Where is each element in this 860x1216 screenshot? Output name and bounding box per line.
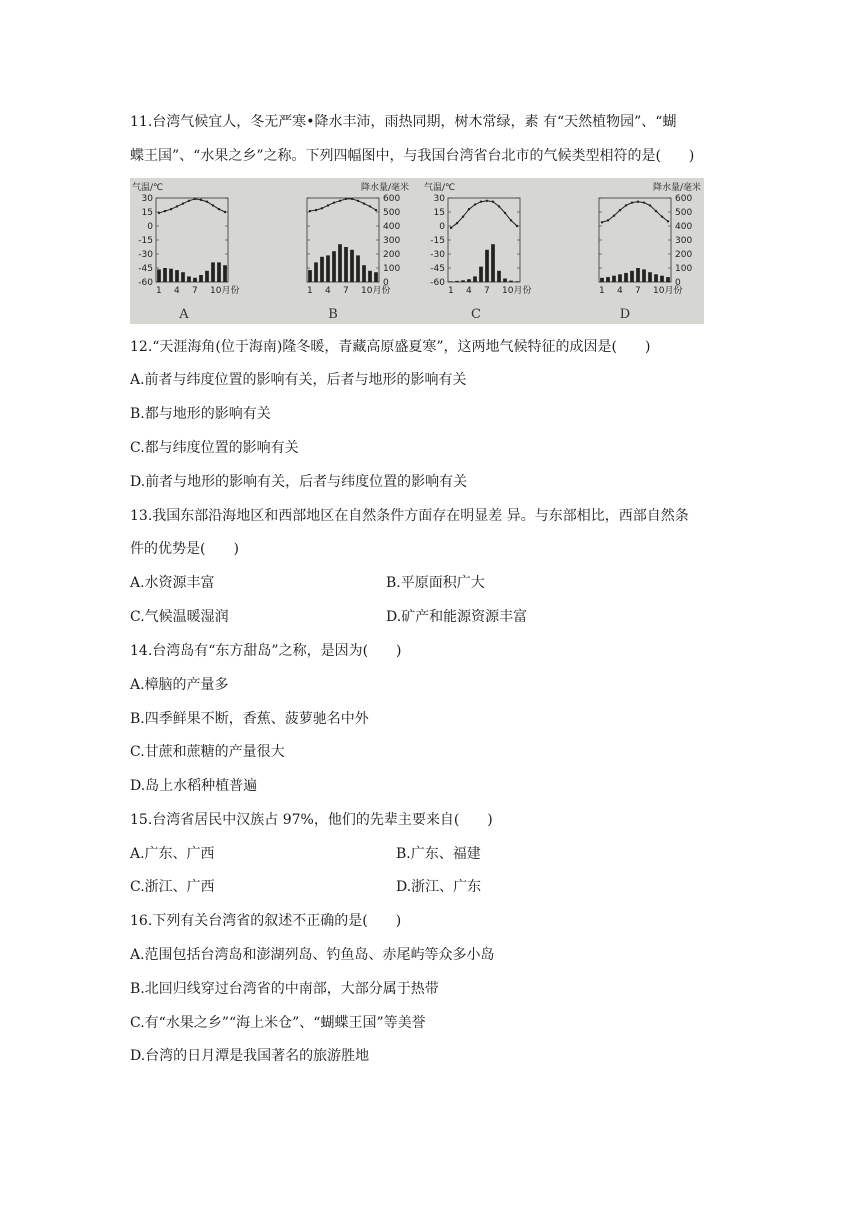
precip-tick-label: 0 [675, 278, 681, 288]
precip-axis-title: 降水量/毫米 [652, 183, 701, 193]
precip-bar [600, 278, 604, 282]
temp-point [643, 201, 645, 203]
temp-tick-label: 15 [433, 208, 445, 218]
q15-option-c: C.浙江、广西 [130, 879, 215, 895]
climate-charts-figure [130, 178, 704, 324]
precip-bar [314, 262, 318, 282]
precip-bar [654, 274, 658, 282]
precip-bar [199, 275, 203, 282]
temp-tick-label: 0 [439, 222, 445, 232]
q12-option-a: A.前者与纬度位置的影响有关，后者与地形的影响有关 [130, 372, 467, 388]
q16-option-b: B.北回归线穿过台湾省的中南部，大部分属于热带 [130, 981, 439, 997]
precip-bar [187, 276, 191, 282]
precip-bar [175, 270, 179, 282]
temp-tick-label: -45 [138, 264, 153, 274]
temp-tick-label: -15 [430, 236, 445, 246]
precip-bar [467, 279, 471, 282]
month-tick-label: 1 [156, 286, 162, 296]
q11-stem-line2: 蝶王国”、“水果之乡”之称。下列四幅图中，与我国台湾省台北市的气候类型相符的是( ) [130, 148, 695, 164]
temp-point [164, 210, 166, 212]
q12-option-d: D.前者与地形的影响有关，后者与纬度位置的影响有关 [130, 474, 468, 490]
precip-bar [455, 281, 459, 282]
temp-point [212, 204, 214, 206]
temp-point [492, 201, 494, 203]
precip-tick-label: 500 [383, 208, 401, 218]
panel-letter: D [619, 307, 631, 322]
temp-point [607, 219, 609, 221]
precip-tick-label: 600 [675, 194, 693, 204]
q14-stem: 14.台湾岛有“东方甜岛”之称，是因为( ) [130, 643, 402, 659]
month-tick-label: 1 [307, 286, 313, 296]
precip-bar [485, 250, 489, 282]
temp-point [206, 201, 208, 203]
temp-point [667, 220, 669, 222]
temp-point [339, 200, 341, 202]
temp-point [369, 205, 371, 207]
precip-axis-title: 降水量/毫米 [360, 183, 409, 193]
temp-point [613, 215, 615, 217]
temp-point [474, 203, 476, 205]
precip-tick-label: 500 [675, 208, 693, 218]
temp-point [637, 201, 639, 203]
temp-tick-label: -60 [430, 278, 445, 288]
temp-tick-label: -30 [138, 250, 153, 260]
month-tick-label: 7 [484, 286, 490, 296]
temp-point [498, 205, 500, 207]
temp-tick-label: 30 [141, 194, 153, 204]
precip-bar [660, 276, 664, 282]
precip-bar [642, 269, 646, 282]
q15-option-b: B.广东、福建 [396, 846, 481, 862]
precip-tick-label: 300 [383, 236, 401, 246]
month-tick-label: 4 [617, 286, 623, 296]
precip-bar [368, 271, 372, 282]
q15-option-d: D.浙江、广东 [396, 879, 482, 895]
month-tick-label: 10月份 [502, 286, 532, 296]
month-tick-label: 7 [192, 286, 198, 296]
temp-point [218, 208, 220, 210]
q14-option-d: D.岛上水稻种植普遍 [130, 778, 258, 794]
q13-option-b: B.平原面积广大 [386, 575, 485, 591]
month-tick-label: 4 [174, 286, 180, 296]
precip-bar [503, 279, 507, 283]
precip-tick-label: 300 [675, 236, 693, 246]
precip-tick-label: 200 [675, 250, 693, 260]
temp-point [655, 210, 657, 212]
precip-bar [344, 247, 348, 282]
month-tick-label: 10月份 [653, 286, 683, 296]
precip-bar [223, 265, 227, 282]
q15-option-a: A.广东、广西 [130, 846, 215, 862]
month-tick-label: 1 [599, 286, 605, 296]
precip-bar [181, 272, 185, 282]
month-tick-label: 10月份 [210, 286, 240, 296]
q15-stem: 15.台湾省居民中汉族占 97%，他们的先辈主要来自( ) [130, 812, 493, 828]
temp-point [510, 219, 512, 221]
precip-bar [338, 244, 342, 282]
precip-bar [332, 251, 336, 282]
precip-bar [636, 268, 640, 282]
temp-point [450, 227, 452, 229]
precip-bar [157, 269, 161, 282]
month-tick-label: 7 [635, 286, 641, 296]
precip-tick-label: 100 [383, 264, 401, 274]
month-tick-label: 1 [448, 286, 454, 296]
precip-bar [362, 265, 366, 282]
temp-point [351, 198, 353, 200]
temp-point [516, 225, 518, 227]
temp-point [619, 209, 621, 211]
temp-point [649, 204, 651, 206]
precip-bar [491, 244, 495, 282]
precip-bar [163, 268, 167, 282]
temp-tick-label: 30 [433, 194, 445, 204]
temp-axis-title: 气温/℃ [132, 183, 164, 193]
precip-bar [374, 272, 378, 282]
temp-point [363, 202, 365, 204]
temp-point [661, 215, 663, 217]
temp-tick-label: 15 [141, 208, 153, 218]
temp-point [188, 200, 190, 202]
precip-tick-label: 400 [383, 222, 401, 232]
temp-point [158, 212, 160, 214]
temp-point [327, 204, 329, 206]
precip-bar [515, 281, 519, 282]
panel-letter: C [471, 307, 481, 322]
temp-point [345, 198, 347, 200]
precip-bar [461, 280, 465, 282]
q13-option-a: A.水资源丰富 [130, 575, 215, 591]
q13-option-d: D.矿产和能源资源丰富 [386, 609, 528, 625]
temp-tick-label: -45 [430, 264, 445, 274]
precip-bar [449, 281, 453, 282]
temp-point [601, 221, 603, 223]
temp-point [625, 204, 627, 206]
precip-bar [497, 271, 501, 282]
temp-point [170, 208, 172, 210]
precip-bar [630, 271, 634, 282]
q16-option-c: C.有“水果之乡”“海上米仓”、“蝴蝶王国”等美誉 [130, 1015, 426, 1031]
temp-point [315, 209, 317, 211]
precip-bar [618, 274, 622, 282]
precip-bar [350, 250, 354, 282]
q16-stem: 16.下列有关台湾省的叙述不正确的是( ) [130, 913, 402, 929]
month-tick-label: 4 [325, 286, 331, 296]
precip-bar [473, 276, 477, 282]
temp-point [309, 210, 311, 212]
precip-bar [320, 257, 324, 282]
precip-tick-label: 600 [383, 194, 401, 204]
temp-point [504, 212, 506, 214]
temp-tick-label: -60 [138, 278, 153, 288]
precip-bar [193, 278, 197, 282]
temp-axis-title: 气温/℃ [424, 183, 456, 193]
precip-bar [211, 262, 215, 282]
q16-option-a: A.范围包括台湾岛和澎湖列岛、钓鱼岛、赤尾屿等众多小岛 [130, 947, 495, 963]
q12-option-c: C.都与纬度位置的影响有关 [130, 440, 299, 456]
q11-stem-line1: 11.台湾气候宜人，冬无严寒•降水丰沛，雨热同期，树木常绿，素 有“天然植物园”、“蝴 [130, 114, 677, 130]
q13-option-c: C.气候温暖湿润 [130, 609, 229, 625]
temp-tick-label: -15 [138, 236, 153, 246]
temp-point [375, 209, 377, 211]
q12-option-b: B.都与地形的影响有关 [130, 406, 271, 422]
q14-option-b: B.四季鲜果不断，香蕉、菠萝驰名中外 [130, 711, 369, 727]
panel-letter: A [179, 307, 189, 322]
panel-letter: B [328, 307, 338, 322]
temp-point [194, 198, 196, 200]
temp-point [480, 201, 482, 203]
q14-option-c: C.甘蔗和蔗糖的产量很大 [130, 744, 285, 760]
precip-bar [326, 255, 330, 282]
temp-point [321, 207, 323, 209]
temp-tick-label: -30 [430, 250, 445, 260]
precip-bar [217, 262, 221, 282]
temp-point [200, 199, 202, 201]
precip-bar [612, 276, 616, 282]
precip-bar [308, 270, 312, 282]
temp-point [357, 200, 359, 202]
temp-point [182, 202, 184, 204]
precip-bar [479, 267, 483, 282]
precip-bar [606, 277, 610, 282]
q16-option-d: D.台湾的日月潭是我国著名的旅游胜地 [130, 1048, 370, 1064]
q12-stem: 12.“天涯海角(位于海南)隆冬暖，青藏高原盛夏寒”，这两地气候特征的成因是( ) [130, 339, 651, 355]
temp-tick-label: 0 [147, 222, 153, 232]
precip-tick-label: 0 [383, 278, 389, 288]
q14-option-a: A.樟脑的产量多 [130, 677, 229, 693]
temp-point [468, 208, 470, 210]
temp-point [333, 201, 335, 203]
precip-bar [624, 273, 628, 282]
q13-stem-line1: 13.我国东部沿海地区和西部地区在自然条件方面存在明显差 异。与东部相比，西部自然条 [130, 508, 689, 524]
temp-point [456, 222, 458, 224]
month-tick-label: 7 [343, 286, 349, 296]
temp-point [462, 215, 464, 217]
temp-point [486, 200, 488, 202]
precip-bar [169, 269, 173, 282]
precip-tick-label: 200 [383, 250, 401, 260]
precip-tick-label: 100 [675, 264, 693, 274]
temp-point [631, 201, 633, 203]
temp-point [224, 211, 226, 213]
precip-bar [356, 255, 360, 282]
precip-tick-label: 400 [675, 222, 693, 232]
month-tick-label: 10月份 [361, 286, 391, 296]
temp-point [176, 205, 178, 207]
precip-bar [205, 271, 209, 282]
precip-bar [509, 281, 513, 282]
precip-bar [666, 277, 670, 282]
month-tick-label: 4 [466, 286, 472, 296]
precip-bar [648, 272, 652, 282]
q13-stem-line2: 件的优势是( ) [130, 541, 239, 557]
